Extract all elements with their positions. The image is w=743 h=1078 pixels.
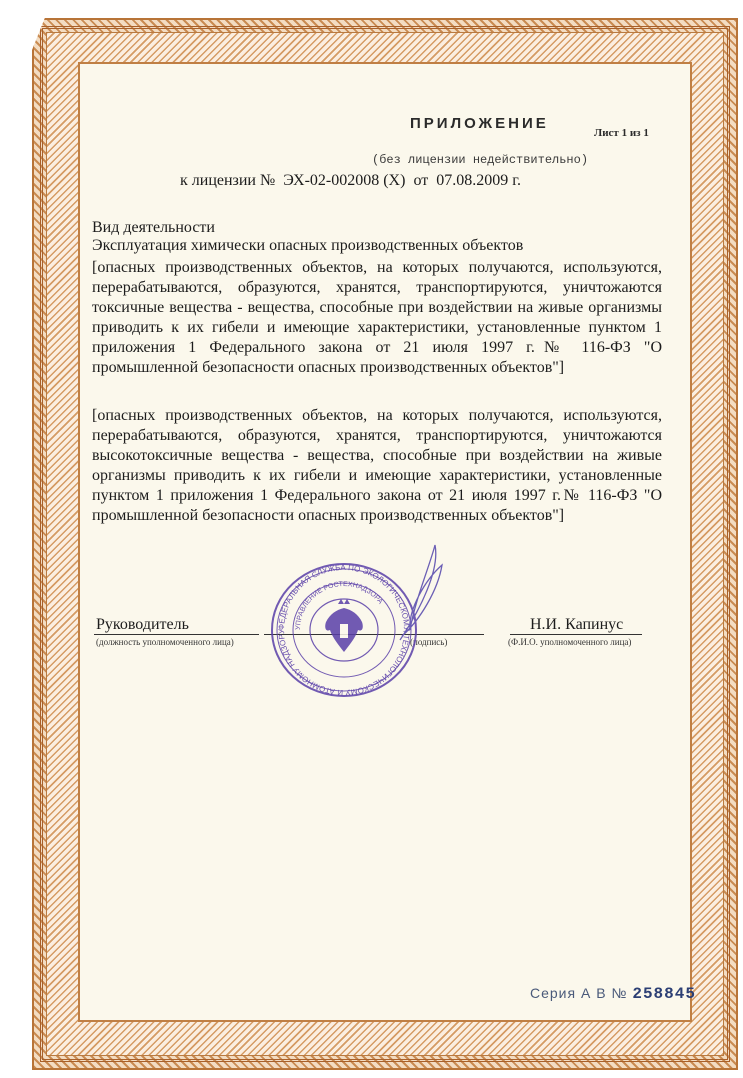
series-label: Серия А В № (530, 985, 628, 1001)
license-reference (180, 172, 525, 190)
series-number (530, 985, 696, 1003)
activity-paragraph: [опасных производственных объектов, на которых получаются, используются, перерабатываются, образуются, хранятся, транспортируются, уничтожаются высокотоксичные вещества - вещества, способные при воздействии на живые организмы приводить к их гибели и имеющие характеристики, установленные пунктом 1 приложения 1 Федерального закона от 21 июля 1997 г.№ 116-ФЗ "О промышленной безопасности опасных производственных объектов"] (92, 407, 662, 524)
name-line (510, 634, 642, 635)
handwritten-signature (380, 540, 450, 650)
license-date: 07.08.2009 г. (436, 172, 521, 189)
double-eagle-emblem (325, 599, 363, 652)
signatory-name: Н.И. Капинус (530, 616, 624, 633)
torn-corner (0, 0, 52, 130)
caption-role: (должность уполномоченного лица) (96, 637, 234, 647)
activity-name: Эксплуатация химически опасных производственных объектов (92, 237, 524, 254)
series-value: 258845 (632, 985, 696, 1003)
caption-fio: (Ф.И.О. уполномоченного лица) (508, 637, 632, 647)
validity-note: (без лицензии недействительно) (372, 153, 589, 167)
activity-paragraph: [опасных производственных объектов, на которых получаются, используются, перерабатываются, образуются, хранятся, транспортируются, уничтожаются токсичные вещества - вещества, способные при воздействии на живые организмы приводить к их гибели и имеющие характеристики, установленные пунктом 1 приложения 1 Федерального закона от 21 июля 1997 г.№ 116-ФЗ "О промышленной безопасности опасных производственных объектов"] (92, 259, 662, 376)
signatory-role: Руководитель (96, 616, 189, 633)
caption-sign: (подпись) (410, 637, 448, 647)
seal-inner-text: УПРАВЛЕНИЕ РОСТЕХНАДЗОРА (294, 580, 384, 631)
sheet-number: Лист 1 из 1 (594, 127, 649, 139)
activity-label: Вид деятельности (92, 219, 215, 236)
page-title: ПРИЛОЖЕНИЕ (410, 115, 549, 132)
license-date-prefix: от (413, 172, 429, 189)
role-line (94, 634, 259, 635)
license-number: ЭХ-02-002008 (Х) (283, 172, 406, 189)
seal-outer-text: ФЕДЕРАЛЬНАЯ СЛУЖБА ПО ЭКОЛОГИЧЕСКОМУ, ТЕХНОЛОГИЧЕСКОМУ И АТОМНОМУ НАДЗОРУ (276, 562, 412, 698)
license-prefix: к лицензии № (180, 172, 276, 189)
